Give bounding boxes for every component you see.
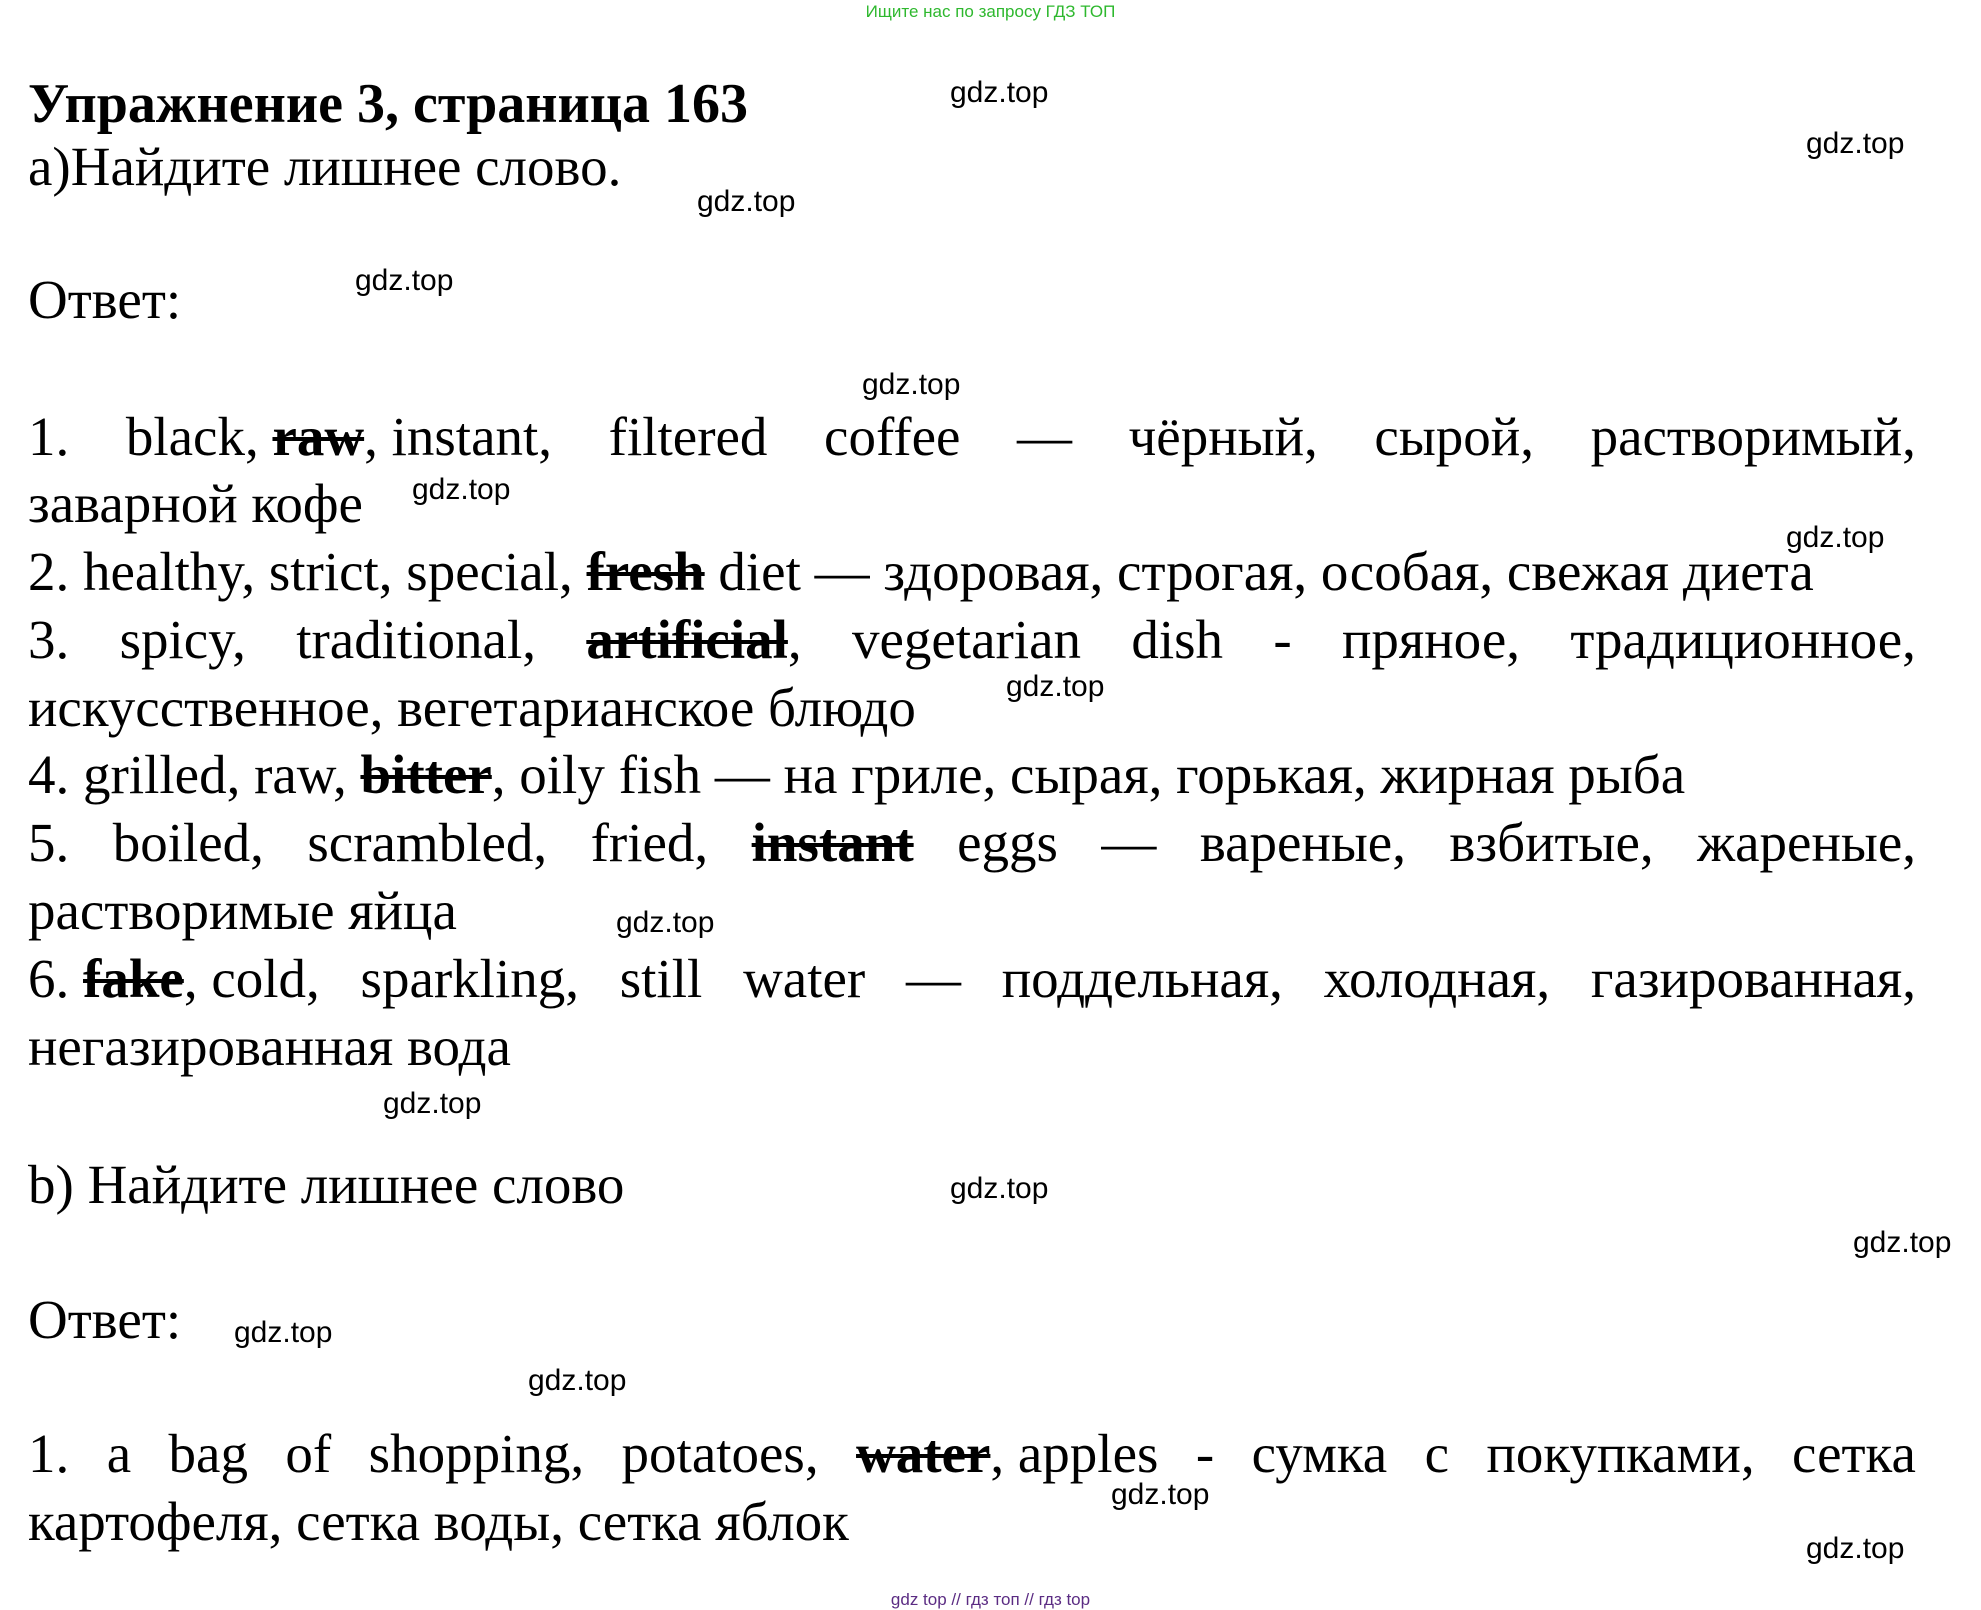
word: — [1017, 406, 1073, 467]
section-b-answer-label: Ответ: [28, 1289, 182, 1350]
word: black, raw, instant, [125, 406, 553, 467]
word: sparkling, [360, 948, 579, 1009]
section-a-item-2: 2. healthy, strict, special, fresh diet — здоровая, строгая, особая, свежая диета [28, 541, 1814, 602]
word: bag [168, 1423, 248, 1484]
word: традиционное, [1570, 609, 1916, 670]
crossed-word: raw [272, 406, 365, 467]
word: с [1424, 1423, 1450, 1484]
watermark: gdz.top [1806, 127, 1905, 160]
word: сырой, [1374, 406, 1534, 467]
word: вареные, [1199, 812, 1406, 873]
watermark: gdz.top [234, 1316, 333, 1349]
word: fried, [590, 812, 709, 873]
section-a-item-1-continuation: заварной кофе [28, 473, 363, 534]
watermark: gdz.top [1806, 1532, 1905, 1565]
watermark: gdz.top [412, 473, 511, 506]
watermark: gdz.top [355, 264, 454, 297]
word: boiled, [112, 812, 264, 873]
watermark: gdz.top [528, 1364, 627, 1397]
watermark: gdz.top [616, 906, 715, 939]
crossed-word: instant [751, 812, 914, 873]
word: shopping, [368, 1423, 585, 1484]
word: — [1101, 812, 1157, 873]
watermark: gdz.top [1006, 670, 1105, 703]
search-hint-banner: Ищите нас по запросу ГДЗ ТОП [865, 2, 1116, 21]
section-a-item-5 [28, 811, 1916, 874]
word: scrambled, [307, 812, 548, 873]
crossed-word: fake [83, 948, 184, 1009]
section-a-item-5-continuation: растворимые яйца [28, 880, 457, 941]
word: potatoes, [621, 1423, 819, 1484]
word: покупками, [1486, 1423, 1755, 1484]
word: 1. [28, 406, 70, 467]
watermark: gdz.top [1786, 521, 1885, 554]
watermark: gdz.top [1853, 1226, 1952, 1259]
word: artificial, [586, 609, 802, 670]
watermark: gdz.top [862, 368, 961, 401]
word: газированная, [1590, 948, 1916, 1009]
section-a-item-3 [28, 608, 1916, 671]
section-a-item-6-continuation: негазированная вода [28, 1016, 511, 1077]
watermark: gdz.top [950, 1172, 1049, 1205]
word: filtered [608, 406, 768, 467]
section-a-item-1 [28, 405, 1916, 468]
crossed-word: fresh [586, 541, 705, 602]
exercise-title: Упражнение 3, страница 163 [28, 73, 749, 135]
word: traditional, [296, 609, 536, 670]
word: dish [1131, 609, 1224, 670]
word: coffee [824, 406, 961, 467]
crossed-word: water [856, 1423, 991, 1484]
section-a-item-4: 4. grilled, raw, bitter, oily fish — на гриле, сырая, горькая, жирная рыба [28, 744, 1686, 805]
section-a-item-3-continuation: искусственное, вегетарианское блюдо [28, 677, 916, 738]
watermark: gdz.top [383, 1087, 482, 1120]
watermark: gdz.top [1111, 1478, 1210, 1511]
watermark: gdz.top [950, 76, 1049, 109]
word: пряное, [1342, 609, 1520, 670]
word: water, apples [856, 1423, 1159, 1484]
word: — [905, 948, 961, 1009]
crossed-word: bitter [360, 744, 492, 805]
section-b-item-1 [28, 1422, 1916, 1485]
word: water [743, 948, 866, 1009]
word: eggs [957, 812, 1058, 873]
word: жареные, [1697, 812, 1916, 873]
watermark: gdz.top [697, 185, 796, 218]
word: - [1195, 1423, 1215, 1484]
word: 3. [28, 609, 70, 670]
footer-links[interactable]: gdz top // гдз топ // гдз top [890, 1590, 1091, 1609]
word: - [1273, 609, 1292, 670]
word: растворимый, [1590, 406, 1916, 467]
crossed-word: artificial [586, 609, 788, 670]
word: 6. fake, cold, [28, 948, 320, 1009]
word: взбитые, [1449, 812, 1654, 873]
word: 5. [28, 812, 70, 873]
section-a-heading: а)Найдите лишнее слово. [28, 136, 622, 197]
word: spicy, [119, 609, 246, 670]
word: of [285, 1423, 332, 1484]
section-a-item-6 [28, 947, 1916, 1010]
word: 1. [28, 1423, 70, 1484]
word: still [619, 948, 703, 1009]
word: сетка [1792, 1423, 1916, 1484]
word: сумка [1251, 1423, 1388, 1484]
section-b-item-1-continuation: картофеля, сетка воды, сетка яблок [28, 1491, 849, 1552]
word: a [106, 1423, 132, 1484]
word: чёрный, [1128, 406, 1318, 467]
word: поддельная, [1001, 948, 1283, 1009]
word: холодная, [1323, 948, 1551, 1009]
section-a-answer-label: Ответ: [28, 269, 182, 330]
word: vegetarian [851, 609, 1081, 670]
section-b-heading: b) Найдите лишнее слово [28, 1154, 625, 1215]
